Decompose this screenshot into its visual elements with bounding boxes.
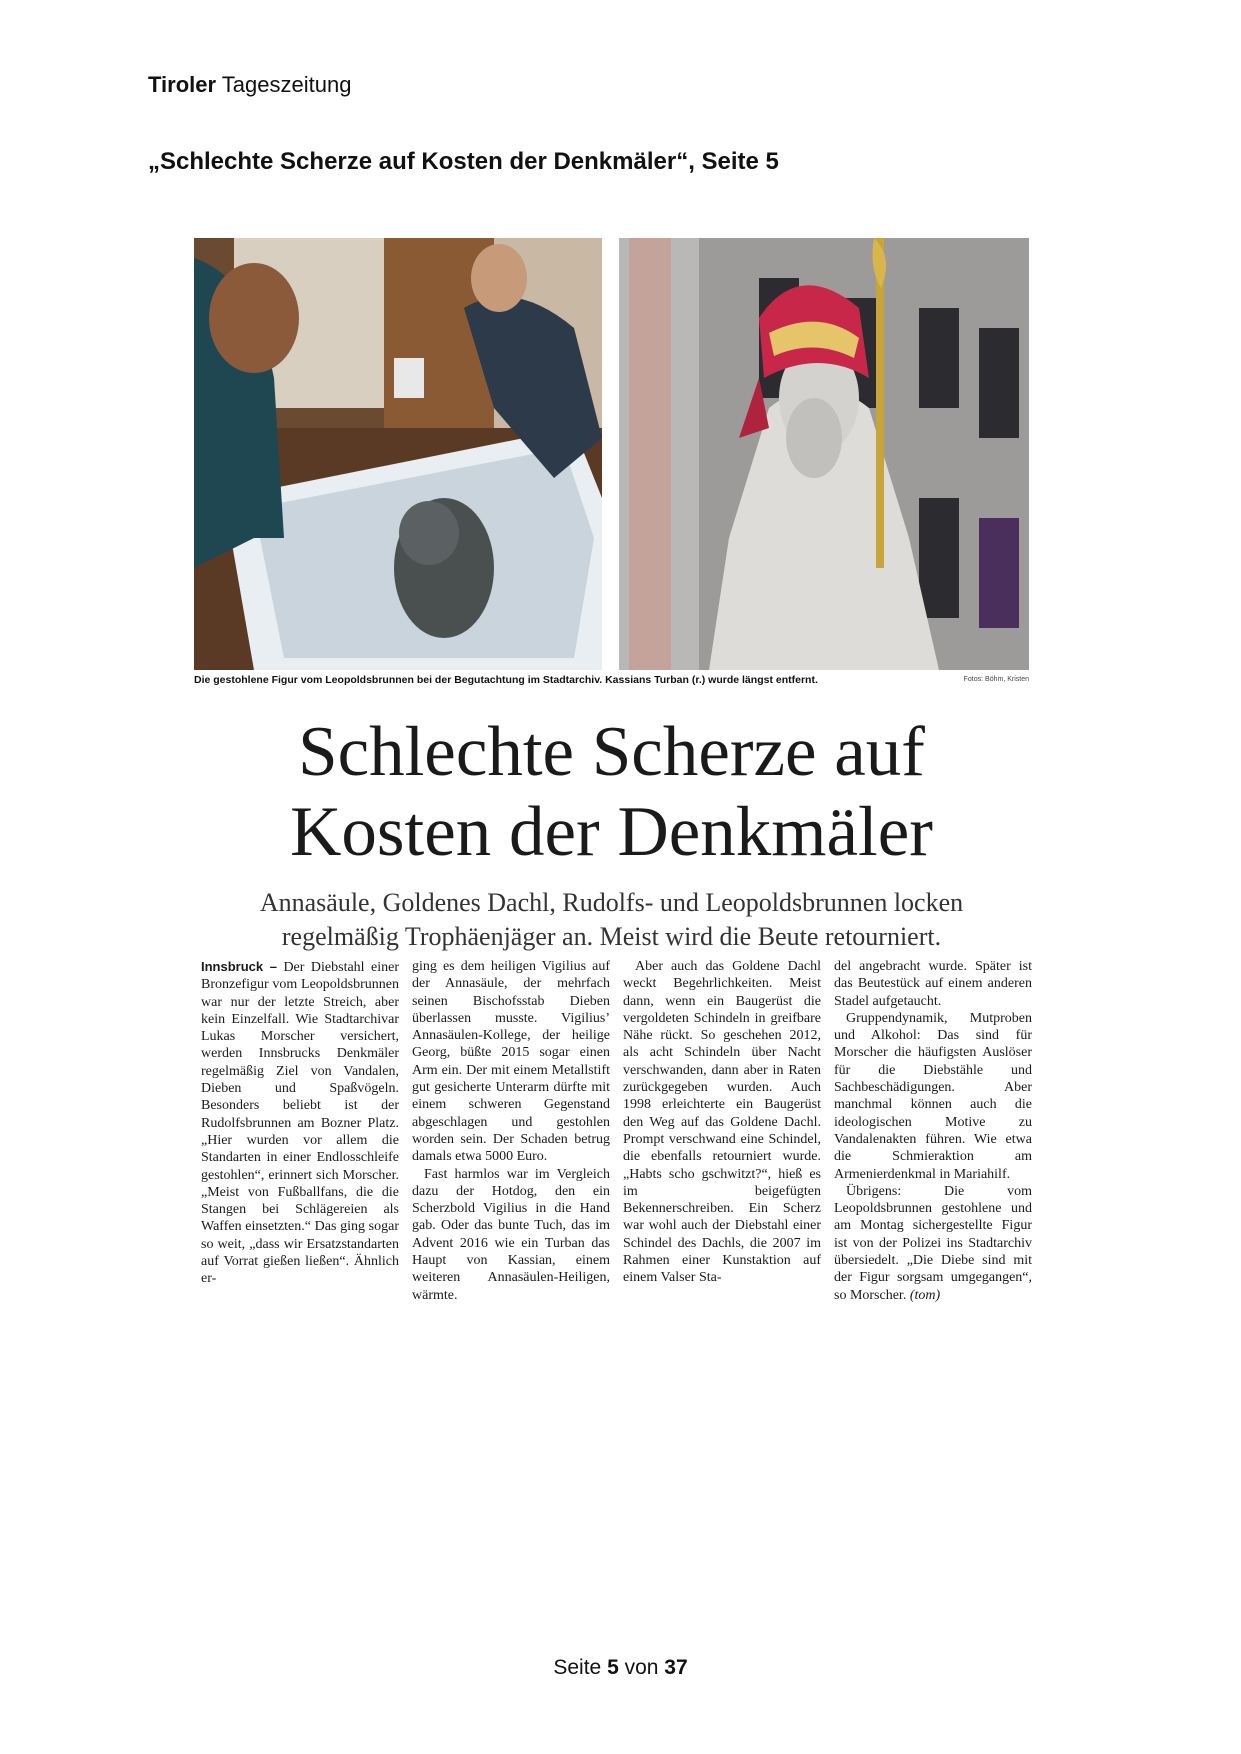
article-column-1 — [201, 958, 399, 1288]
paragraph-text: Übrigens: Die vom Leopoldsbrunnen gestohlene und am Montag sichergestellte Figur ist von der Polizei ins Stadtarchiv übersiedelt. „Die Diebe sind mit der Figur sorgsam umgegangen“, so Morscher. — [834, 1183, 1032, 1303]
photo-strip — [194, 238, 1029, 670]
article-paragraph: Gruppendynamik, Mutproben und Alkohol: Das sind für Morscher die häufigsten Auslöser für die Diebstähle und Sachbeschädigungen. Aber manchmal können auch die ideologischen Motive zu Vandalenakten führen. Wie etwa die Schmieraktion am Armenierdenkmal in Mariahilf. — [834, 1010, 1032, 1182]
headline-line-1: Schlechte Scherze auf — [298, 713, 925, 791]
article-body — [201, 958, 1036, 1328]
article-paragraph — [201, 958, 399, 1288]
subhead-line-1: Annasäule, Goldenes Dachl, Rudolfs- und Leopoldsbrunnen locken — [259, 888, 964, 917]
article-paragraph: del angebracht wurde. Später ist das Beutestück auf einem anderen Stadel aufgetaucht. — [834, 959, 1032, 1009]
headline-line-2: Kosten der Denkmäler — [290, 793, 933, 871]
document-heading: „Schlechte Scherze auf Kosten der Denkmäler“, Seite 5 — [148, 148, 779, 175]
article-headline — [194, 712, 1029, 872]
author-signature: (tom) — [909, 1287, 941, 1303]
subhead-line-2: regelmäßig Trophäenjäger an. Meist wird die Beute retourniert. — [281, 922, 942, 951]
footer-prefix: Seite — [553, 1656, 602, 1679]
masthead-rest: Tageszeitung — [221, 72, 352, 97]
footer-page-number: 5 — [607, 1656, 619, 1679]
statue-photo-image — [619, 238, 1029, 670]
newspaper-masthead — [148, 72, 351, 98]
photo-caption-text: Die gestohlene Figur vom Leopoldsbrunnen bei der Begutachtung im Stadtarchiv. Kassians Turban (r.) wurde längst entfernt. — [194, 674, 818, 686]
paragraph-text: Der Diebstahl einer Bronzefigur vom Leopoldsbrunnen war nur der letzte Streich, aber kein Einzelfall. Wie Stadtarchivar Lukas Morscher versichert, werden Innsbrucks Denkmäler regelmäßig Ziel von Vandalen, Dieben und Spaßvögeln. Besonders beliebt ist der Rudolfsbrunnen am Bozner Platz. „Hier wurden vor allem die Standarten in einer Endlosschleife gestohlen“, erinnert sich Morscher. „Meist von Fußballfans, die die Stangen bei Schlägereien als Waffen einsetzten.“ Das ging sogar so weit, „dass wir Ersatzstandarten auf Vorrat gießen ließen“. Ähnlich er- — [201, 960, 400, 1287]
page-footer — [0, 1656, 1241, 1680]
article-column-3 — [623, 958, 821, 1287]
article-paragraph: ging es dem heiligen Vigilius auf der Annasäule, der mehrfach seinen Bischofsstab Dieben überlassen musste. Vigilius’ Annasäulen-Kollege, der heilige Georg, büßte 2015 sogar einen Arm ein. Der mit einem Metallstift gut gesicherte Unterarm dürfte mit einem schweren Gegenstand abgeschlagen und gestohlen worden sein. Der Schaden betrug damals etwa 5000 Euro. — [412, 959, 610, 1165]
article-paragraph: Fast harmlos war im Vergleich dazu der Hotdog, den ein Scherzbold Vigilius in die Hand gab. Oder das bunte Tuch, das im Advent 2016 wie ein Turban das Haupt von Kassian, einem weiteren Annasäulen-Heiligen, wärmte. — [412, 1166, 610, 1303]
statue-photo — [619, 238, 1029, 670]
photo-caption — [194, 674, 1029, 690]
photo-credit: Fotos: Böhm, Kristen — [963, 676, 1029, 683]
archive-photo — [194, 238, 602, 670]
footer-page-total: 37 — [664, 1656, 688, 1679]
masthead-bold: Tiroler — [148, 72, 217, 97]
article-paragraph — [834, 1183, 1032, 1304]
article-subheadline — [194, 886, 1029, 954]
footer-middle: von — [624, 1656, 659, 1679]
archive-photo-image — [194, 238, 602, 670]
article-paragraph: Aber auch das Goldene Dachl weckt Begehrlichkeiten. Meist dann, wenn ein Baugerüst die vergoldeten Schindeln in greifbare Nähe rückt. So geschehen 2012, als acht Schindeln über Nacht verschwanden, dann aber in Raten zurückgegeben wurden. Auch 1998 erleichterte ein Baugerüst den Weg auf das Goldene Dachl. Prompt verschwand eine Schindel, die ebenfalls retourniert wurde. „Habts scho gschwitzt?“, hieß es im beigefügten Bekennerschreiben. Ein Scherz war wohl auch der Diebstahl einer Schindel des Dachls, die 2007 im Rahmen einer Kunstaktion auf einem Valser Sta- — [623, 959, 821, 1286]
article-column-4 — [834, 958, 1032, 1304]
article-column-2 — [412, 958, 610, 1304]
dateline: Innsbruck – — [201, 959, 277, 974]
